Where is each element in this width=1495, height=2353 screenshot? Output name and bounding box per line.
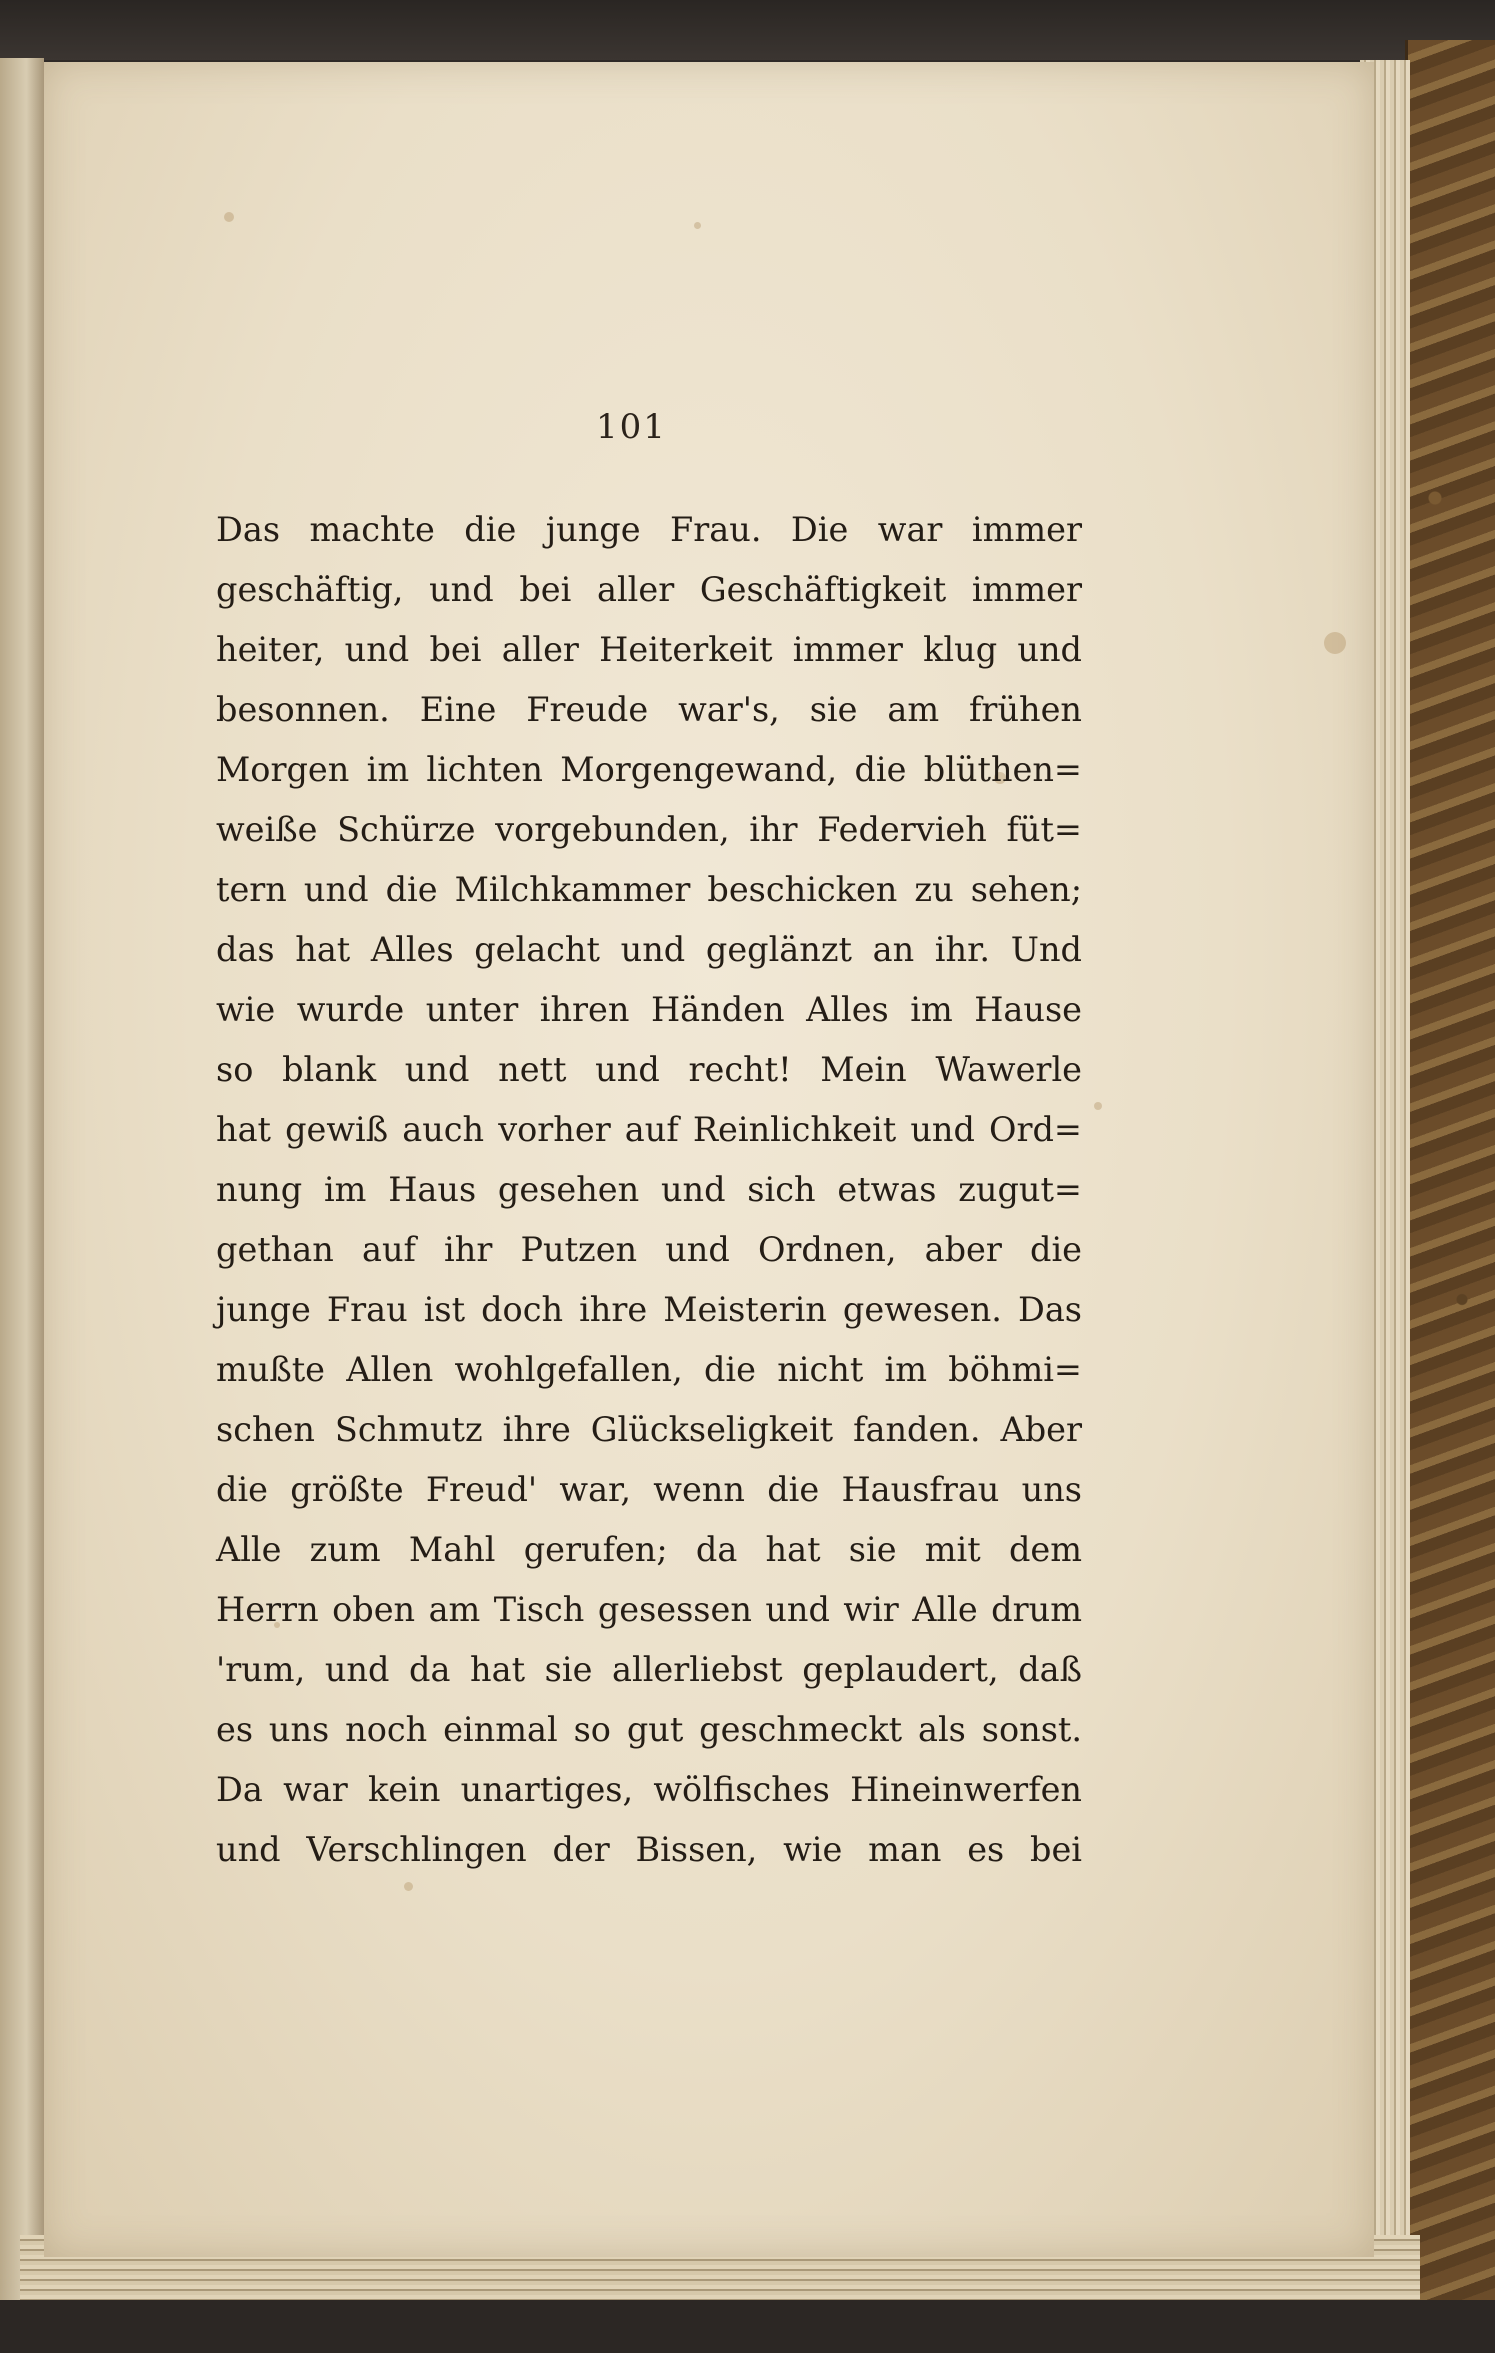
text-line: Alle zum Mahl gerufen; da hat sie mit dem	[216, 1530, 1082, 1569]
text-line: mußte Allen wohlgefallen, die nicht im böhmi=	[216, 1350, 1082, 1389]
text-line: Da war kein unartiges, wölfisches Hineinwerfen	[216, 1770, 1082, 1809]
text-line: heiter, und bei aller Heiterkeit immer klug und	[216, 630, 1082, 669]
text-line: besonnen. Eine Freude war's, sie am frühen	[216, 690, 1082, 729]
text-line: es uns noch einmal so gut geschmeckt als sonst.	[216, 1710, 1082, 1749]
text-line: die größte Freud' war, wenn die Hausfrau uns	[216, 1470, 1082, 1509]
text-line: weiße Schürze vorgebunden, ihr Federvieh füt=	[216, 810, 1082, 849]
text-line: wie wurde unter ihren Händen Alles im Hause	[216, 990, 1082, 1029]
body-text	[216, 500, 1082, 1880]
text-line: schen Schmutz ihre Glückseligkeit fanden. Aber	[216, 1410, 1082, 1449]
previous-page-edge	[0, 58, 44, 2328]
foxing-spot	[694, 222, 701, 229]
text-line: nung im Haus gesehen und sich etwas zugut=	[216, 1170, 1082, 1209]
text-line: so blank und nett und recht! Mein Wawerle	[216, 1050, 1082, 1089]
book-cover-edge	[1405, 40, 1495, 2330]
text-line: hat gewiß auch vorher auf Reinlichkeit und Ord=	[216, 1110, 1082, 1149]
text-line: tern und die Milchkammer beschicken zu sehen;	[216, 870, 1082, 909]
text-line: das hat Alles gelacht und geglänzt an ihr. Und	[216, 930, 1082, 969]
text-line: Herrn oben am Tisch gesessen und wir Alle drum	[216, 1590, 1082, 1629]
background-bottom	[0, 2300, 1495, 2353]
text-line: Morgen im lichten Morgengewand, die blüthen=	[216, 750, 1082, 789]
text-line: 'rum, und da hat sie allerliebst geplaudert, daß	[216, 1650, 1082, 1689]
foxing-spot	[1324, 632, 1346, 654]
background-top	[0, 0, 1495, 60]
foxing-spot	[1094, 1102, 1102, 1110]
text-line: geschäftig, und bei aller Geschäftigkeit immer	[216, 570, 1082, 609]
foxing-spot	[404, 1882, 413, 1891]
book-page	[44, 62, 1374, 2257]
text-line: junge Frau ist doch ihre Meisterin gewesen. Das	[216, 1290, 1082, 1329]
foxing-spot	[224, 212, 234, 222]
text-line: gethan auf ihr Putzen und Ordnen, aber die	[216, 1230, 1082, 1269]
text-line: und Verschlingen der Bissen, wie man es bei	[216, 1830, 1082, 1869]
text-line: Das machte die junge Frau. Die war immer	[216, 510, 1082, 549]
page-number: 101	[596, 407, 667, 447]
